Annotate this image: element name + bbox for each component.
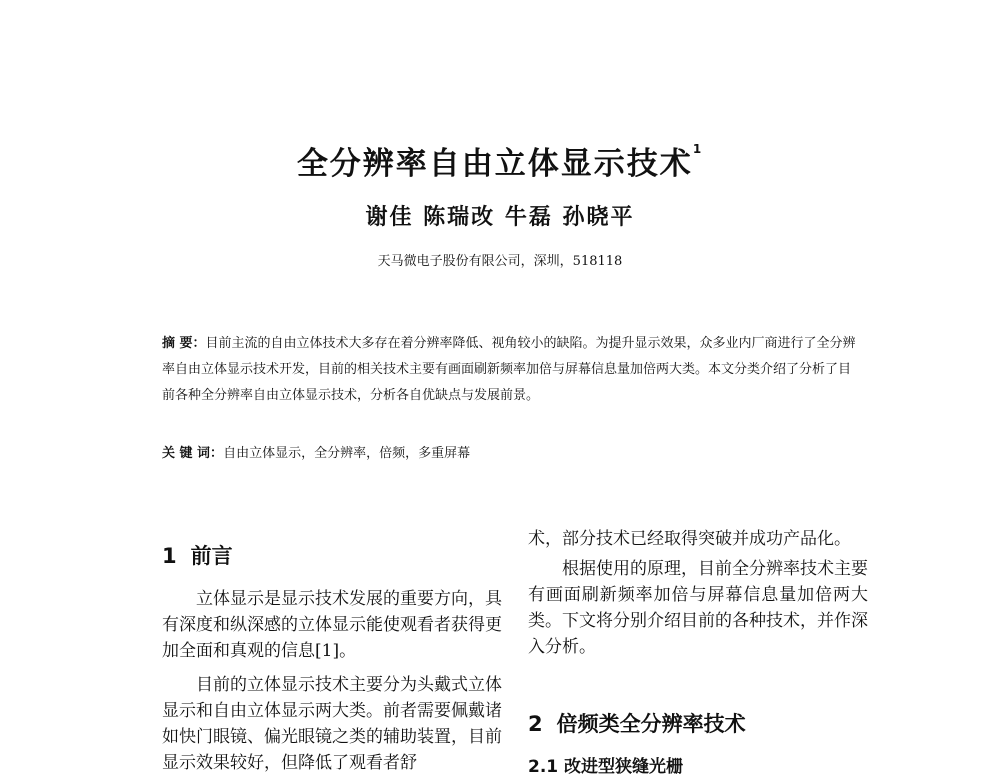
abstract-text: 目前主流的自由立体技术大多存在着分辨率降低、视角较小的缺陷。为提升显示效果，众多业内厂商进行了全分辨率自由立体显示技术开发，目前的相关技术主要有画面刷新频率加倍与屏幕信息量加倍两大类。本文分类介绍了分析了目前各种全分辨率自由立体显示技术，分析各自优缺点与发展前景。 xyxy=(162,336,856,403)
section-1-number: 1 xyxy=(162,544,177,568)
section-1-paragraph-2: 目前的立体显示技术主要分为头戴式立体显示和自由立体显示两大类。前者需要佩戴诸如快门眼镜、偏光眼镜之类的辅助装置，目前显示效果较好，但降低了观看者舒 xyxy=(162,675,502,773)
right-paragraph-2: 根据使用的原理，目前全分辨率技术主要有画面刷新频率加倍与屏幕信息量加倍两大类。下文将分别介绍目前的各种技术，并作深入分析。 xyxy=(528,559,868,657)
section-1-heading xyxy=(162,540,502,570)
section-2-1-heading: 2.1 改进型狭缝光栅 xyxy=(528,757,684,777)
left-column xyxy=(162,540,502,776)
section-2-title: 倍频类全分辨率技术 xyxy=(556,712,746,736)
right-paragraph-1: 术，部分技术已经取得突破并成功产品化。 xyxy=(528,529,851,549)
keywords-label: 关 键 词： xyxy=(162,446,224,461)
affiliation: 天马微电子股份有限公司，深圳，518118 xyxy=(377,254,623,269)
right-column xyxy=(528,526,868,777)
keywords xyxy=(162,442,862,461)
title-footnote: 1 xyxy=(692,142,704,156)
title-text: 全分辨率自由立体显示技术 xyxy=(296,146,693,182)
abstract-label: 摘 要： xyxy=(162,336,206,351)
section-1-title: 前言 xyxy=(190,544,233,568)
paper-title xyxy=(0,138,1000,183)
section-2-number: 2 xyxy=(528,712,543,736)
abstract xyxy=(162,331,862,409)
keywords-text: 自由立体显示，全分辨率，倍频，多重屏幕 xyxy=(223,446,471,461)
section-2-heading xyxy=(528,708,868,738)
authors: 谢佳 陈瑞改 牛磊 孙晓平 xyxy=(365,205,635,230)
section-1-paragraph-1: 立体显示是显示技术发展的重要方向，具有深度和纵深感的立体显示能使观看者获得更加全面和真观的信息[1]。 xyxy=(162,589,502,661)
